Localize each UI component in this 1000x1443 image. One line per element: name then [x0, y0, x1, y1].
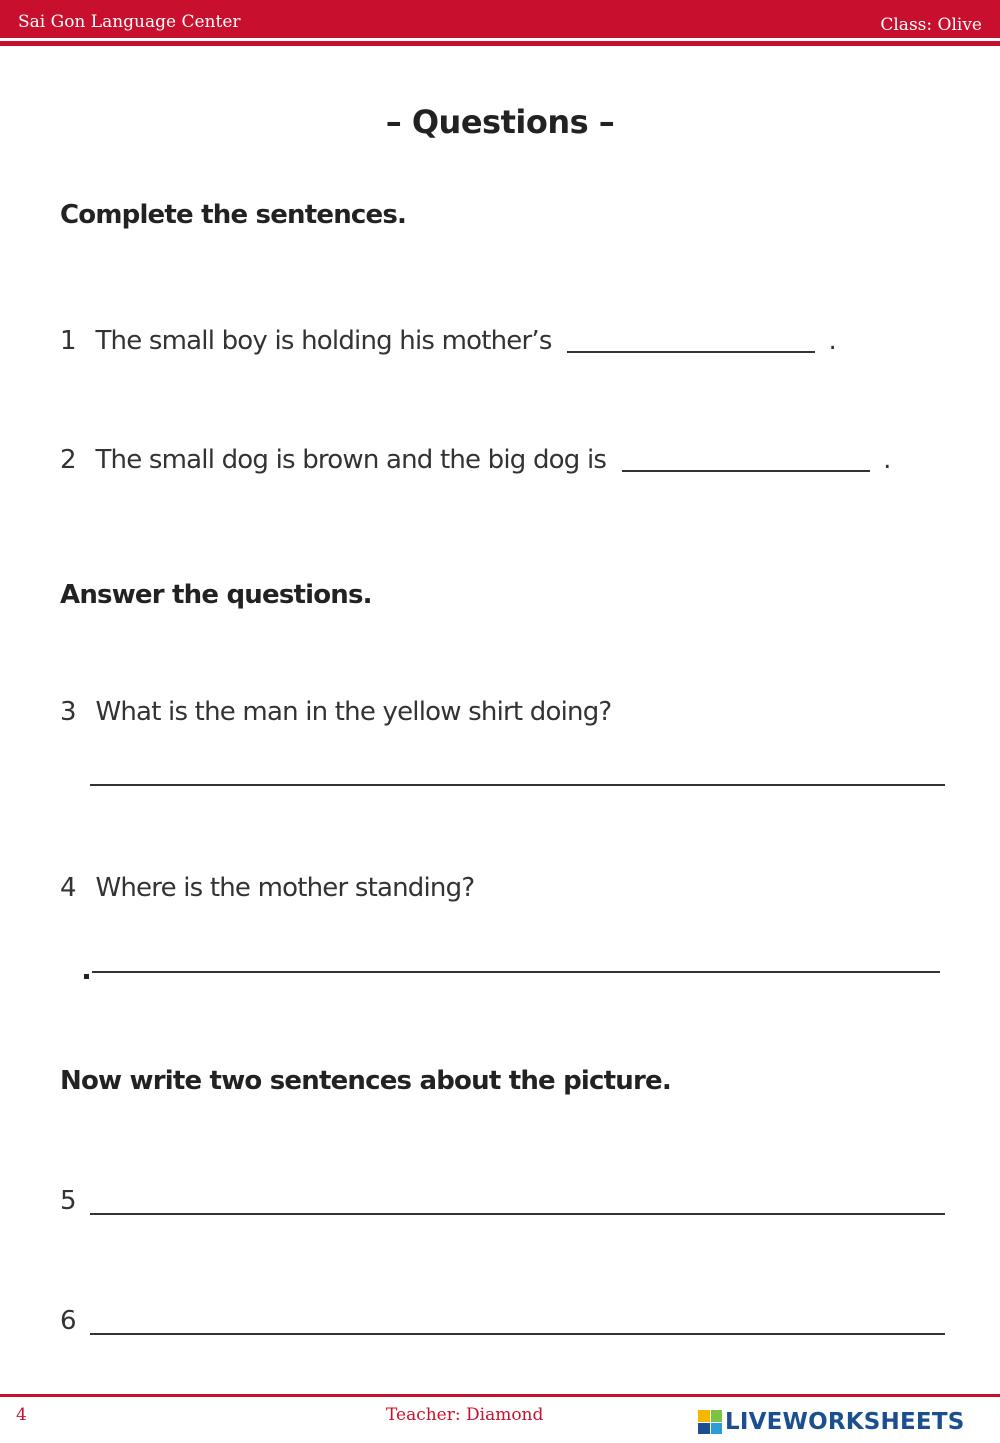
header-bar: [0, 0, 1000, 38]
answer-line-5[interactable]: [90, 1213, 945, 1215]
center-name: Sai Gon Language Center: [18, 12, 241, 32]
answer-line-dot: [84, 974, 89, 979]
question-1: [60, 326, 836, 356]
question-end: .: [883, 445, 891, 475]
footer-rule: [0, 1394, 1000, 1397]
brand-name: LIVEWORKSHEETS: [725, 1409, 965, 1435]
question-text: Where is the mother standing?: [95, 873, 475, 903]
worksheet-title: – Questions –: [385, 103, 615, 141]
question-end: .: [828, 326, 837, 356]
question-6-number: 6: [60, 1306, 77, 1336]
question-number: 1: [60, 326, 76, 356]
question-4: [60, 873, 474, 903]
question-2: [60, 445, 891, 475]
answer-line-6[interactable]: [90, 1333, 945, 1335]
page-number: 4: [16, 1405, 27, 1425]
header-rule-gap: [0, 39, 1000, 40]
header-rule: [0, 41, 1000, 46]
section-heading-complete: Complete the sentences.: [60, 200, 407, 230]
question-3: [60, 697, 611, 727]
question-text: The small boy is holding his mother’s: [95, 326, 552, 356]
answer-line-4[interactable]: [92, 971, 940, 973]
liveworksheets-logo-icon: [698, 1410, 722, 1434]
answer-blank-1[interactable]: [567, 329, 815, 353]
question-number: 3: [60, 697, 76, 727]
section-heading-answer: Answer the questions.: [60, 580, 372, 610]
question-number: 2: [60, 445, 76, 475]
teacher-name: Teacher: Diamond: [386, 1405, 544, 1425]
question-text: The small dog is brown and the big dog is: [95, 445, 607, 475]
answer-line-3[interactable]: [90, 784, 945, 786]
section-heading-write: Now write two sentences about the picture.: [60, 1066, 671, 1096]
liveworksheets-brand[interactable]: [698, 1407, 964, 1437]
answer-blank-2[interactable]: [622, 448, 870, 472]
question-text: What is the man in the yellow shirt doing?: [95, 697, 612, 727]
class-name: Class: Olive: [880, 15, 982, 35]
question-5-number: 5: [60, 1186, 77, 1216]
question-number: 4: [60, 873, 76, 903]
